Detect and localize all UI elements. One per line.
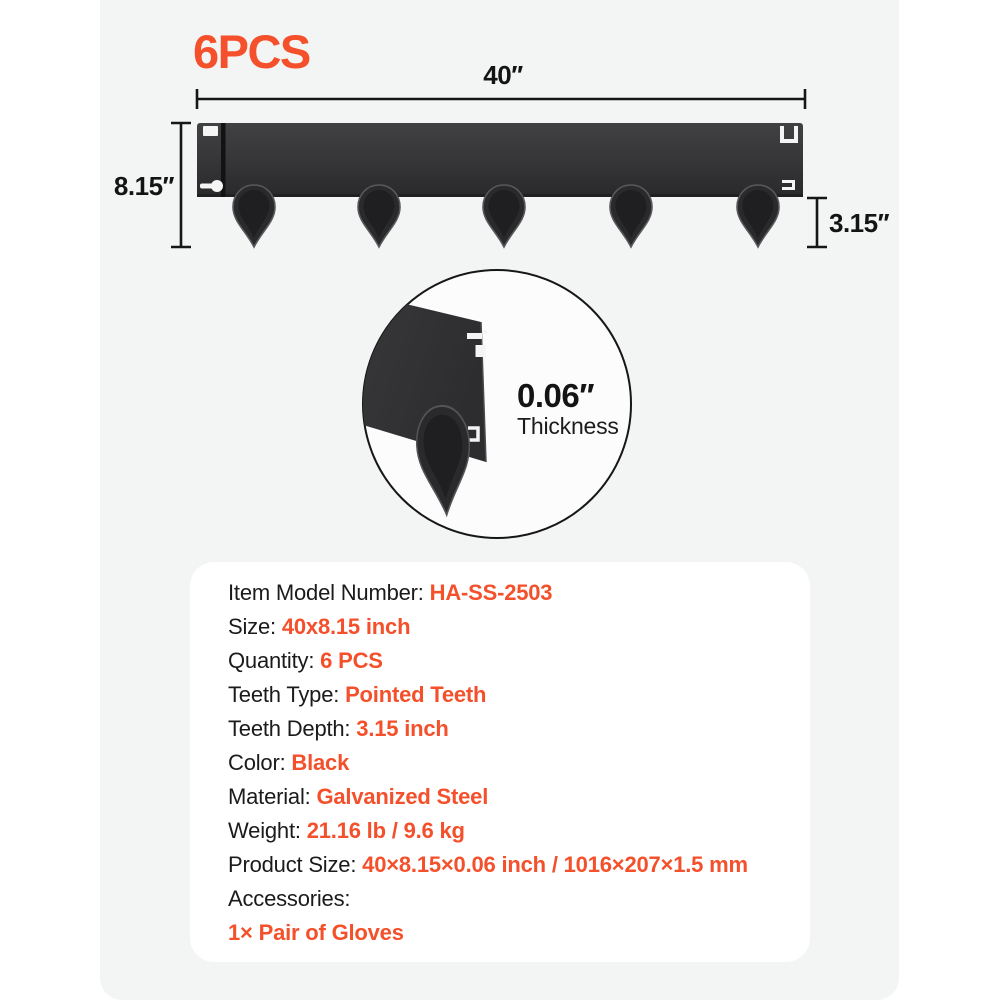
spec-label: Accessories: [228, 886, 351, 911]
spec-value: 40×8.15×0.06 inch / 1016×207×1.5 mm [362, 852, 748, 877]
spec-card [190, 562, 810, 962]
spec-row-material [228, 780, 786, 814]
edging-panel-graphic [100, 60, 900, 260]
spec-row-model [228, 576, 786, 610]
thickness-label: Thickness [517, 413, 619, 439]
spec-value: Pointed Teeth [345, 682, 487, 707]
thickness-value: 0.06′′ [517, 377, 595, 414]
width-dimension-label: 40′′ [483, 60, 523, 90]
spec-value: 3.15 inch [356, 716, 449, 741]
thickness-annotation [517, 379, 619, 439]
spec-value: 6 PCS [320, 648, 383, 673]
gray-canvas [100, 0, 899, 1000]
spec-value: 40x8.15 inch [281, 614, 411, 639]
quantity-badge: 6PCS [193, 25, 310, 78]
spec-value: 1× Pair of Gloves [228, 920, 404, 945]
spec-row-weight [228, 814, 786, 848]
spec-row-color [228, 746, 786, 780]
spec-row-quantity [228, 644, 786, 678]
spec-value: Galvanized Steel [316, 784, 489, 809]
spec-value: 21.16 lb / 9.6 kg [306, 818, 465, 843]
spec-value: Black [291, 750, 350, 775]
spec-row-accessories [228, 882, 786, 916]
height-dimension-label: 8.15′′ [113, 171, 174, 201]
spec-label: Size: [228, 614, 276, 639]
spec-label: Material: [228, 784, 311, 809]
teeth-depth-dimension-line [807, 198, 827, 247]
spec-row-teeth-type [228, 678, 786, 712]
spec-label: Weight: [228, 818, 301, 843]
spec-label: Product Size: [228, 852, 357, 877]
spec-value: HA-SS-2503 [429, 580, 553, 605]
spec-label: Teeth Type: [228, 682, 340, 707]
left-slot-icon [203, 126, 218, 136]
height-dimension-line [171, 123, 191, 247]
width-dimension-line [197, 89, 805, 109]
teeth-depth-dimension-label: 3.15′′ [829, 208, 890, 238]
spec-row-product-size [228, 848, 786, 882]
spec-label: Color: [228, 750, 286, 775]
spec-label: Item Model Number: [228, 580, 424, 605]
spec-label: Quantity: [228, 648, 315, 673]
spec-label: Teeth Depth: [228, 716, 351, 741]
spec-row-gloves [228, 916, 786, 950]
spec-row-size [228, 610, 786, 644]
spec-row-teeth-depth [228, 712, 786, 746]
